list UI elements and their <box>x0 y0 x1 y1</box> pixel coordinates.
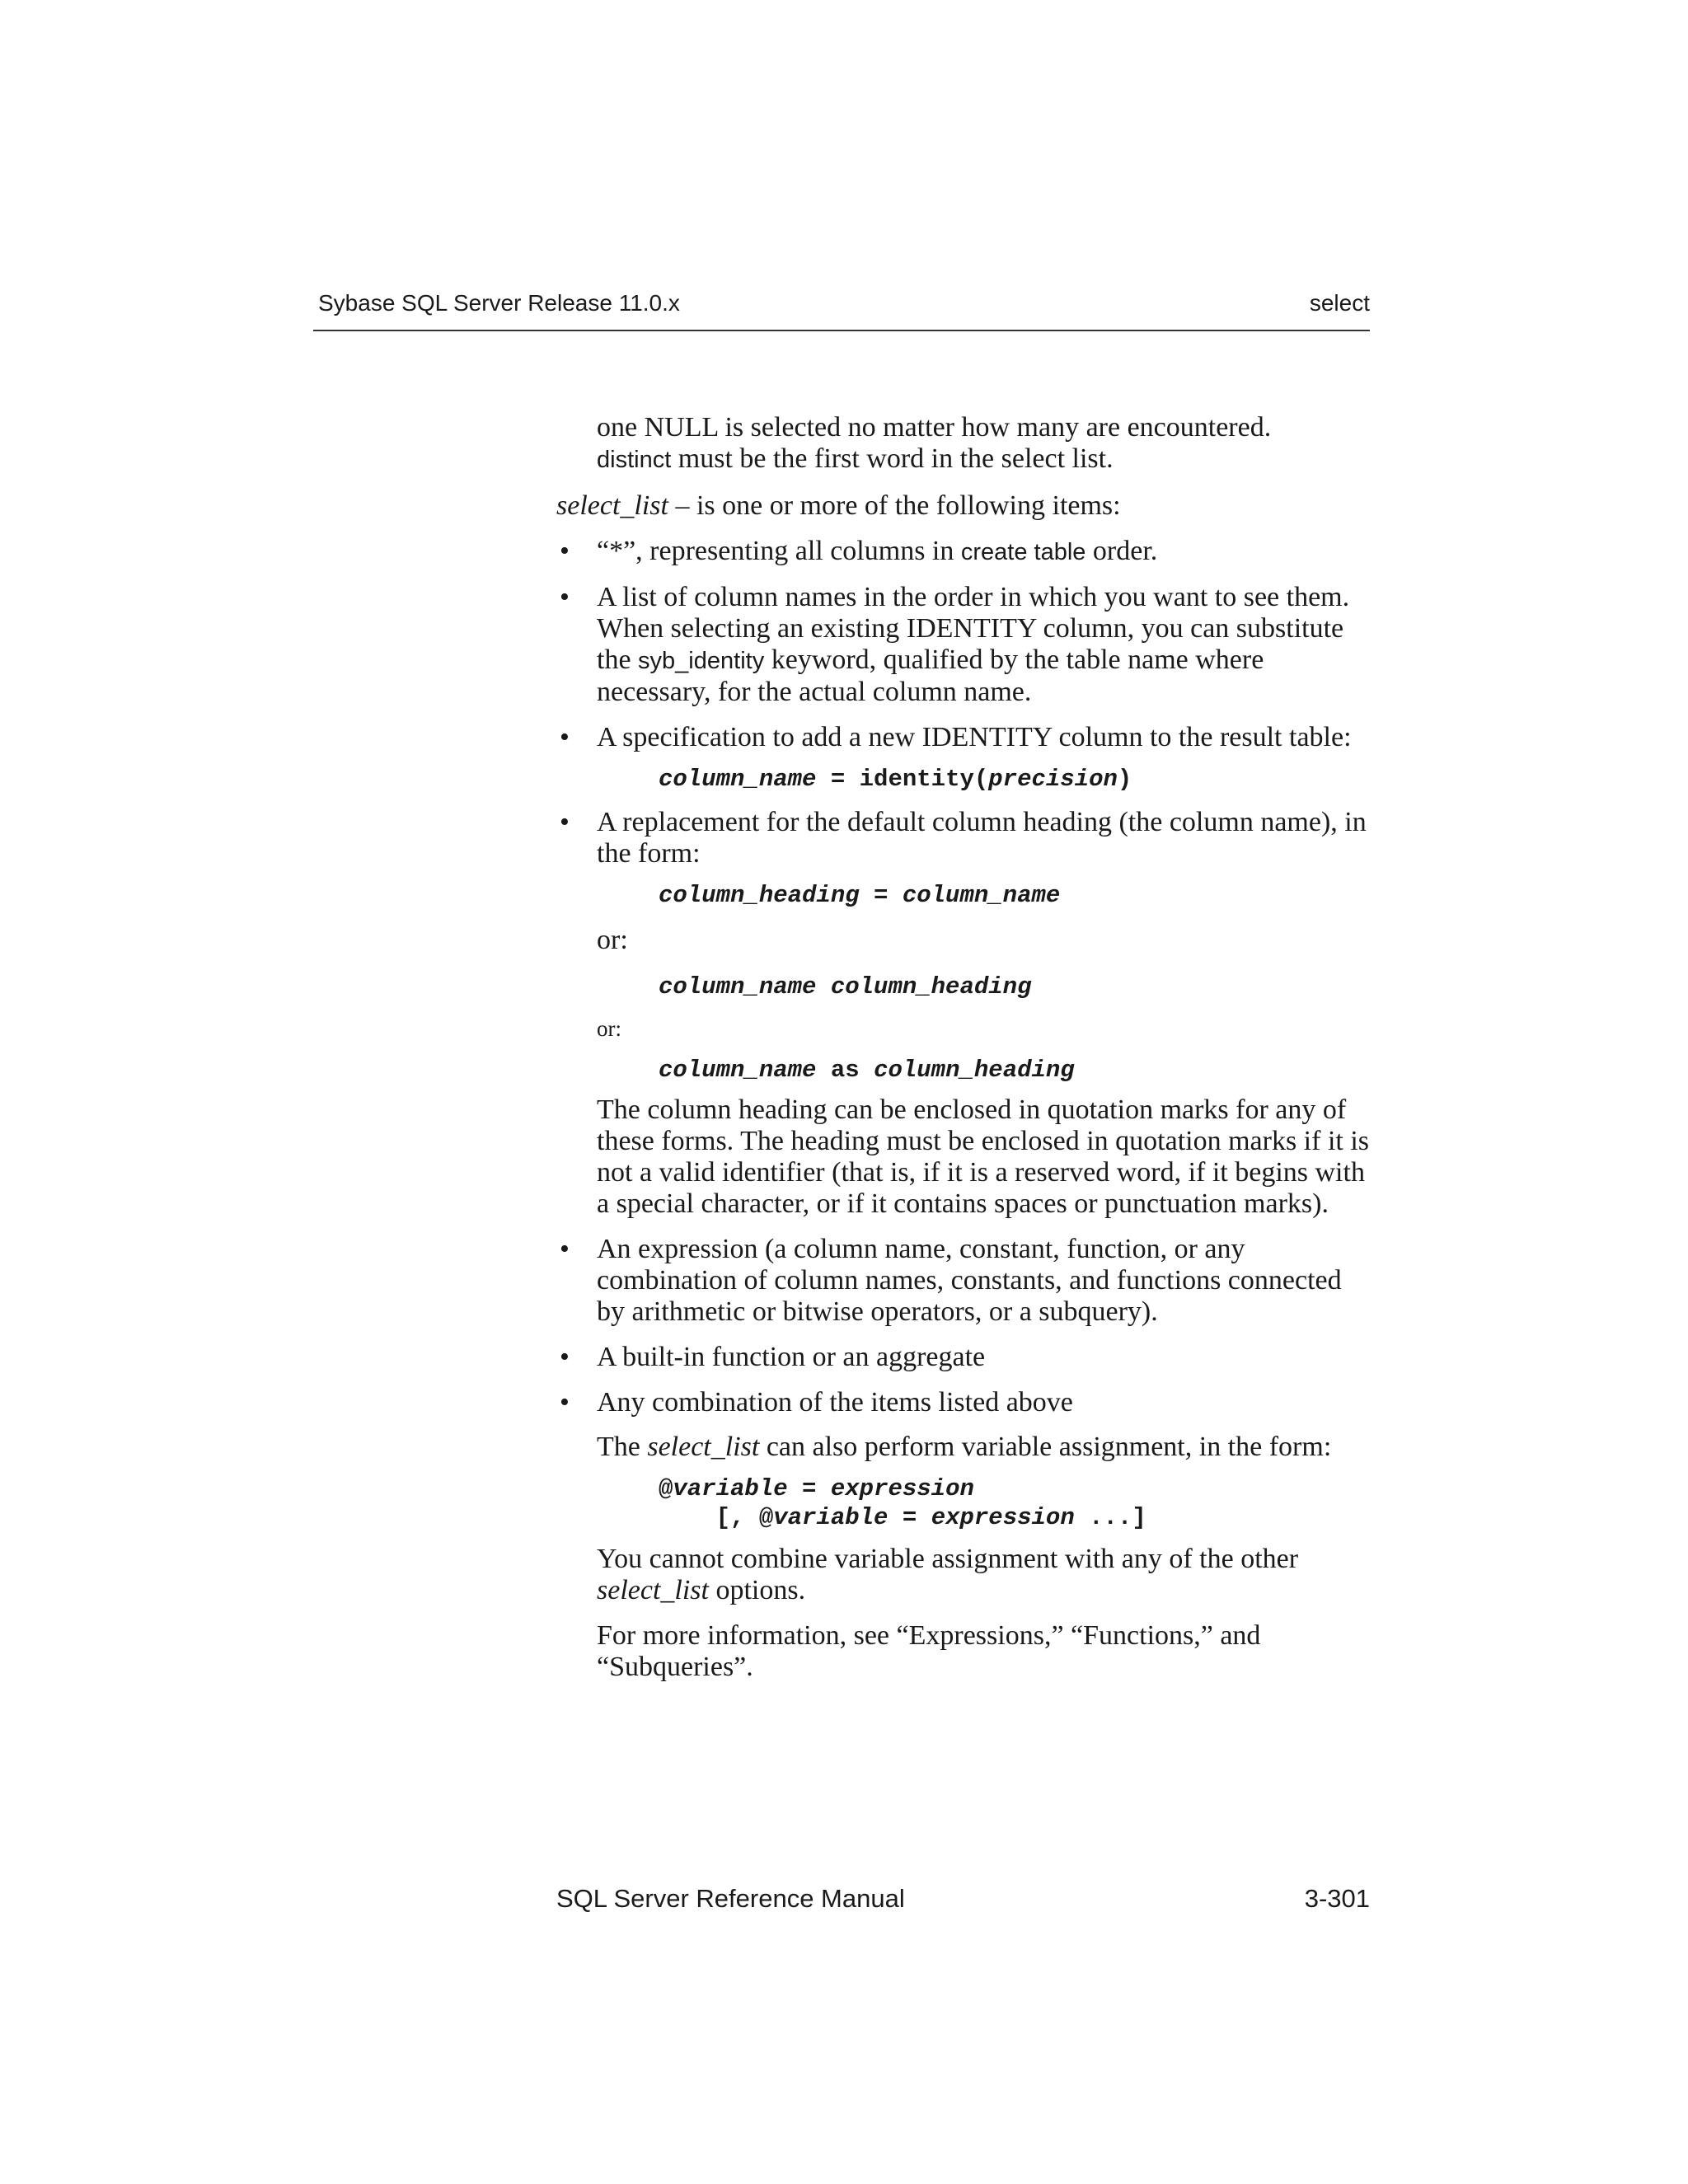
bullet-icon: • <box>560 1234 570 1264</box>
bullet-icon: • <box>560 536 570 566</box>
list-item: • Any combination of the items listed above <box>556 1387 1372 1418</box>
list-item: • “*”, representing all columns in create table order. <box>556 536 1372 568</box>
list-item: • A built-in function or an aggregate <box>556 1342 1372 1373</box>
paragraph-variable-assignment: The select_list can also perform variable assignment, in the form: <box>597 1432 1332 1462</box>
paragraph-distinct: one NULL is selected no matter how many are encountered. distinct must be the first word in the select list. <box>597 412 1272 474</box>
bullet-icon: • <box>560 1342 570 1372</box>
header-section: select <box>1309 290 1370 316</box>
page-body <box>556 412 1372 1683</box>
paragraph-cannot-combine: You cannot combine variable assignment with any of the other select_list options. <box>597 1544 1299 1605</box>
bullet-icon: • <box>560 807 570 837</box>
code-heading-form-1: column_heading = column_name <box>659 882 1061 909</box>
list-item: • A list of column names in the order in which you want to see them. When selecting an existing IDENTITY column, you can substitute the syb_identity keyword, qualified by the table name where necessary, for the actual column name. <box>556 582 1372 708</box>
code-heading-form-3: column_name as column_heading <box>659 1057 1075 1084</box>
header-title: Sybase SQL Server Release 11.0.x <box>318 290 680 316</box>
page-number: 3-301 <box>1304 1884 1370 1913</box>
bullet-icon: • <box>560 722 570 752</box>
term-definition: select_list – is one or more of the following items: <box>556 490 1121 521</box>
footer-title: SQL Server Reference Manual <box>556 1884 905 1913</box>
or-label: or: <box>597 1016 621 1041</box>
list-item: • A replacement for the default column heading (the column name), in the form: <box>556 807 1372 869</box>
list-item: • An expression (a column name, constant, function, or any combination of column names, constants, and functions connected by arithmetic or bitwise operators, or a subquery). <box>556 1234 1372 1328</box>
running-header <box>318 290 1370 316</box>
list-item: • A specification to add a new IDENTITY column to the result table: <box>556 722 1372 753</box>
code-identity: column_name = identity(precision) <box>659 766 1132 793</box>
keyword-syb-identity: syb_identity <box>638 648 765 674</box>
code-heading-form-2: column_name column_heading <box>659 973 1032 1001</box>
paragraph-column-heading: The column heading can be enclosed in quotation marks for any of these forms. The heading must be enclosed in quotation marks if it is not a valid identifier (that is, if it is a reserved word, if it begins with a special character, or if it contains spaces or punctuation marks). <box>597 1094 1370 1219</box>
header-rule <box>313 330 1370 331</box>
keyword-distinct: distinct <box>597 447 672 473</box>
paragraph-more-info: For more information, see “Expressions,” “Functions,” and “Subqueries”. <box>597 1620 1261 1682</box>
bullet-icon: • <box>560 582 570 612</box>
term-select-list: select_list <box>556 490 668 521</box>
keyword-create-table: create table <box>960 539 1086 565</box>
or-label: or: <box>597 925 628 955</box>
code-variable-assignment: @variable = expression [, @variable = expression ...] <box>659 1475 1146 1531</box>
running-footer <box>556 1884 1370 1914</box>
bullet-icon: • <box>560 1387 570 1418</box>
